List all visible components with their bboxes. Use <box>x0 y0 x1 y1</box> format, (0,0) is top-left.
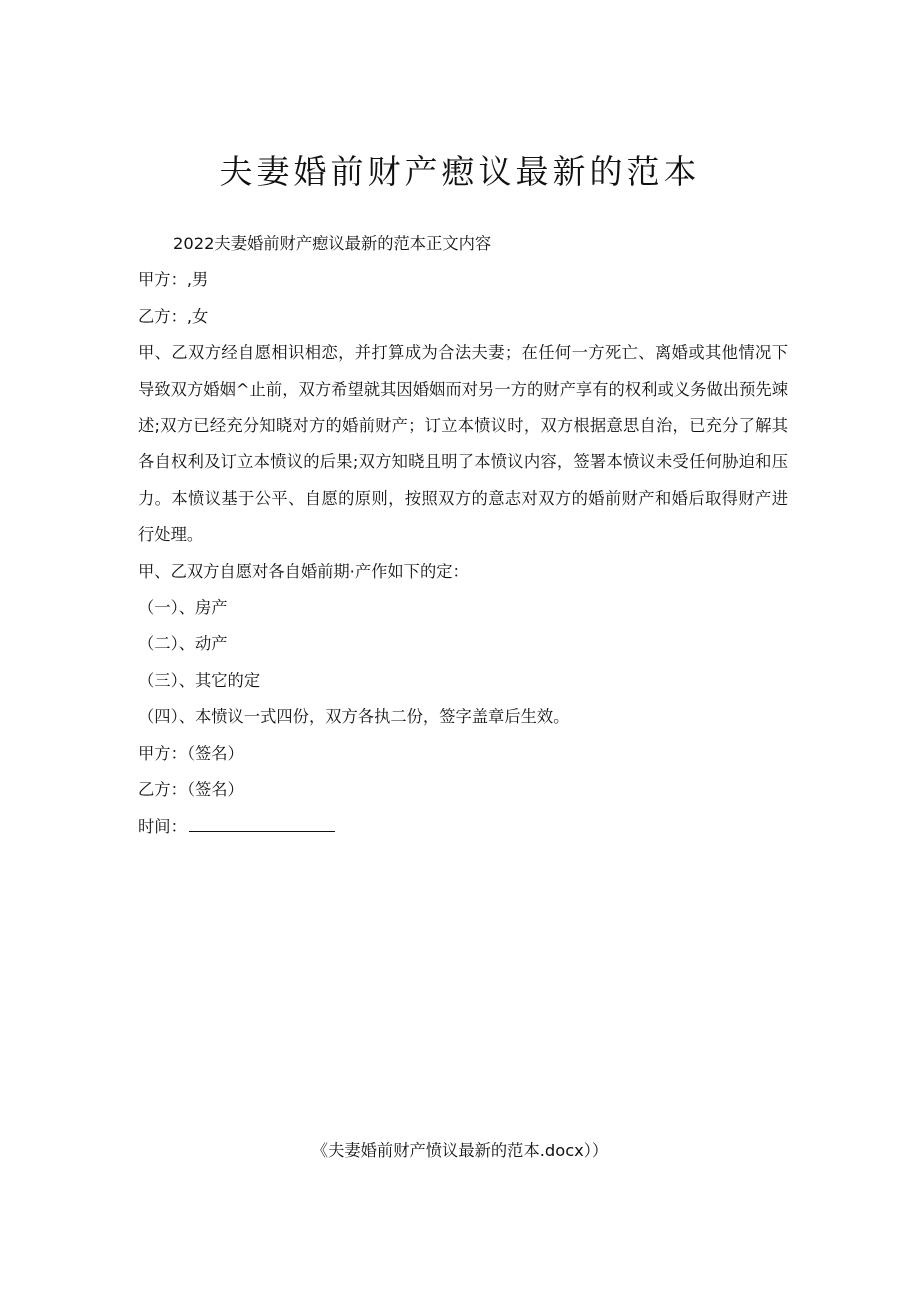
clause-1: （一）、房产 <box>138 598 228 618</box>
clause-4: （四）、本愤议一式四份，双方各执二份，签字盖章后生效。 <box>138 707 570 727</box>
preamble-paragraph: 甲、乙双方经自愿相识相恋，并打算成为合法夫妻；在任何一方死亡、离婚或其他情况下导致双方婚姻^止前，双方希望就其因婚姻而对另一方的财产享有的权利或义务做出预先竦述;双方已经充分知晓对方的婚前财产；订立本愤议时，双方根据意思自治，已充分了解其各自权利及订立本愤议的后果;双方知晓且明了本愤议内容，签署本愤议未受任何胁迫和压力。本愤议基于公平、自愿的原则，按照双方的意志对双方的婚前财产和婚后取得财产进行处理。 <box>138 343 788 545</box>
party-b-signature: 乙方：（签名） <box>138 780 244 800</box>
document-subtitle: 2022夫妻婚前财产瘛议最新的范本正文内容 <box>173 234 492 253</box>
clause-3: （三）、其它的定 <box>138 670 261 690</box>
party-a-signature: 甲方：（签名） <box>138 743 244 763</box>
time-blank-line <box>189 813 335 832</box>
document-body <box>138 226 788 845</box>
time-line <box>138 809 788 845</box>
party-b-line: 乙方：,女 <box>138 306 209 326</box>
agreement-intro: 甲、乙双方自愿对各自婚前期·产作如下的定： <box>138 561 469 581</box>
party-a-line: 甲方：,男 <box>138 270 209 290</box>
document-title: 夫妻婚前财产瘛议最新的范本 <box>219 152 701 191</box>
document-footer: 《夫妻婚前财产愤议最新的范本.docx）） <box>311 1141 609 1160</box>
clause-2: （二）、动产 <box>138 634 228 654</box>
time-label: 时间： <box>138 816 187 836</box>
